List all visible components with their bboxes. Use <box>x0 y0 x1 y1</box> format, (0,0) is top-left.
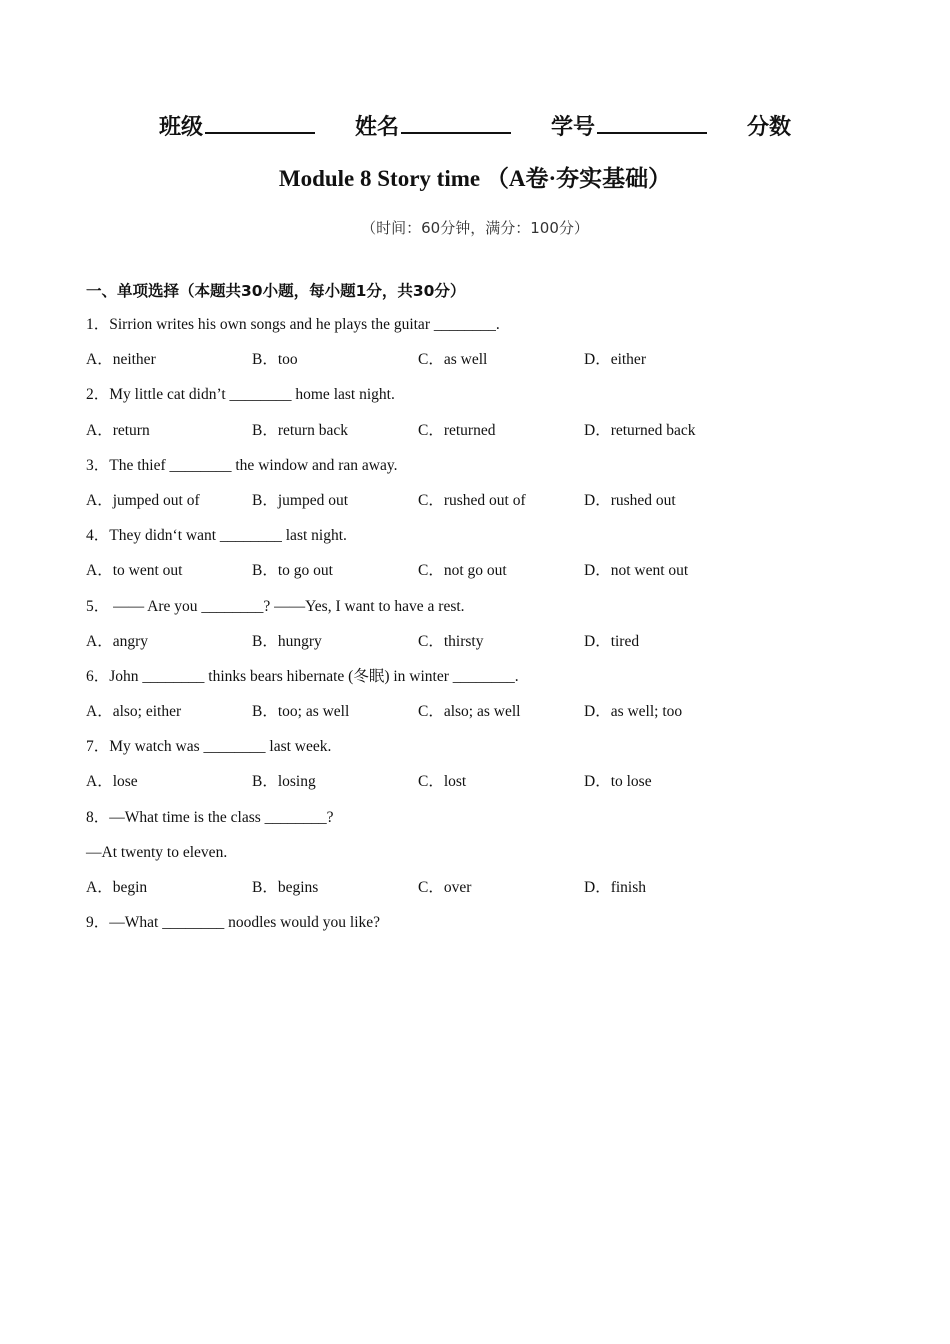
question-stem: 9．—What ________ noodles would you like? <box>86 914 381 932</box>
question-stem: 6．John ________ thinks bears hibernate (冬眠) in winter ________. <box>86 667 519 685</box>
student-info-row <box>0 110 950 141</box>
answer-option[interactable]: A．jumped out of <box>86 491 200 509</box>
answer-option[interactable]: C．over <box>418 879 472 896</box>
exam-info: （时间：60分钟，满分：100分） <box>361 219 589 237</box>
option-row <box>86 630 886 665</box>
answer-option[interactable]: D．either <box>584 351 646 369</box>
info-field <box>355 110 511 141</box>
answer-option[interactable]: A．to went out <box>86 562 183 580</box>
answer-option[interactable]: D．not went out <box>584 562 689 580</box>
question <box>86 454 886 524</box>
question-stem: 5． —— Are you ________? ——Yes, I want to have a rest. <box>86 597 465 615</box>
answer-option[interactable]: D．tired <box>584 632 640 650</box>
answer-option[interactable]: D．to lose <box>584 773 652 791</box>
option-row <box>86 700 886 735</box>
question <box>86 911 886 946</box>
answer-option[interactable]: A．return <box>86 421 150 439</box>
question <box>86 595 886 665</box>
answer-option[interactable]: B．return back <box>252 421 348 439</box>
question <box>86 665 886 735</box>
question-stem: 4．They didn‘t want ________ last night. <box>86 527 347 545</box>
answer-option[interactable]: D．as well; too <box>584 703 683 721</box>
info-field-blank[interactable] <box>401 112 511 134</box>
answer-option[interactable]: C．returned <box>418 421 496 439</box>
info-field-label: 班级 <box>158 115 203 140</box>
answer-option[interactable]: C．as well <box>418 351 488 369</box>
info-field <box>747 110 791 141</box>
question-stem: —At twenty to eleven. <box>86 843 228 861</box>
answer-option[interactable]: C．rushed out of <box>418 491 526 509</box>
answer-option[interactable]: D．finish <box>584 879 647 896</box>
answer-option[interactable]: B．too <box>252 351 298 369</box>
answer-option[interactable]: C．not go out <box>418 562 507 580</box>
info-field-blank[interactable] <box>205 112 315 134</box>
answer-option[interactable]: B．hungry <box>252 632 322 650</box>
question <box>86 313 886 383</box>
question-list <box>86 313 886 946</box>
answer-option[interactable]: A．neither <box>86 351 156 369</box>
info-field-label: 学号 <box>551 115 596 140</box>
info-field-label: 分数 <box>747 115 792 140</box>
question-stem: 3．The thief ________ the window and ran away. <box>86 456 398 474</box>
answer-option[interactable]: C．lost <box>418 773 467 791</box>
question-stem: 8．—What time is the class ________? <box>86 808 334 826</box>
option-row <box>86 348 886 383</box>
answer-option[interactable]: C．also; as well <box>418 703 521 721</box>
answer-option[interactable]: C．thirsty <box>418 632 484 650</box>
info-field <box>551 110 707 141</box>
answer-option[interactable]: A．also; either <box>86 703 182 721</box>
option-row <box>86 876 886 911</box>
answer-option[interactable]: B．begins <box>252 879 319 896</box>
question <box>86 383 886 453</box>
info-field-label: 姓名 <box>354 115 399 140</box>
answer-option[interactable]: A．begin <box>86 879 148 896</box>
answer-option[interactable]: B．too; as well <box>252 703 350 721</box>
option-row <box>86 419 886 454</box>
answer-option[interactable]: A．lose <box>86 773 138 791</box>
page-title: Module 8 Story time （A卷·夯实基础） <box>278 166 672 191</box>
question-stem: 1．Sirrion writes his own songs and he plays the guitar ________. <box>86 316 500 333</box>
answer-option[interactable]: A．angry <box>86 632 148 650</box>
option-row <box>86 489 886 524</box>
answer-option[interactable]: B．losing <box>252 773 316 791</box>
option-row <box>86 770 886 805</box>
option-row <box>86 559 886 594</box>
answer-option[interactable]: D．rushed out <box>584 491 676 509</box>
answer-option[interactable]: D．returned back <box>584 421 696 439</box>
question-stem: 7．My watch was ________ last week. <box>86 738 332 756</box>
answer-option[interactable]: B．jumped out <box>252 491 349 509</box>
question <box>86 806 886 912</box>
section-heading: 一、单项选择（本题共30小题，每小题1分，共30分） <box>86 282 466 300</box>
info-field <box>159 110 315 141</box>
question <box>86 735 886 805</box>
info-field-blank[interactable] <box>597 112 707 134</box>
answer-option[interactable]: B．to go out <box>252 562 333 580</box>
question-stem: 2．My little cat didn’t ________ home last night. <box>86 386 395 404</box>
question <box>86 524 886 594</box>
